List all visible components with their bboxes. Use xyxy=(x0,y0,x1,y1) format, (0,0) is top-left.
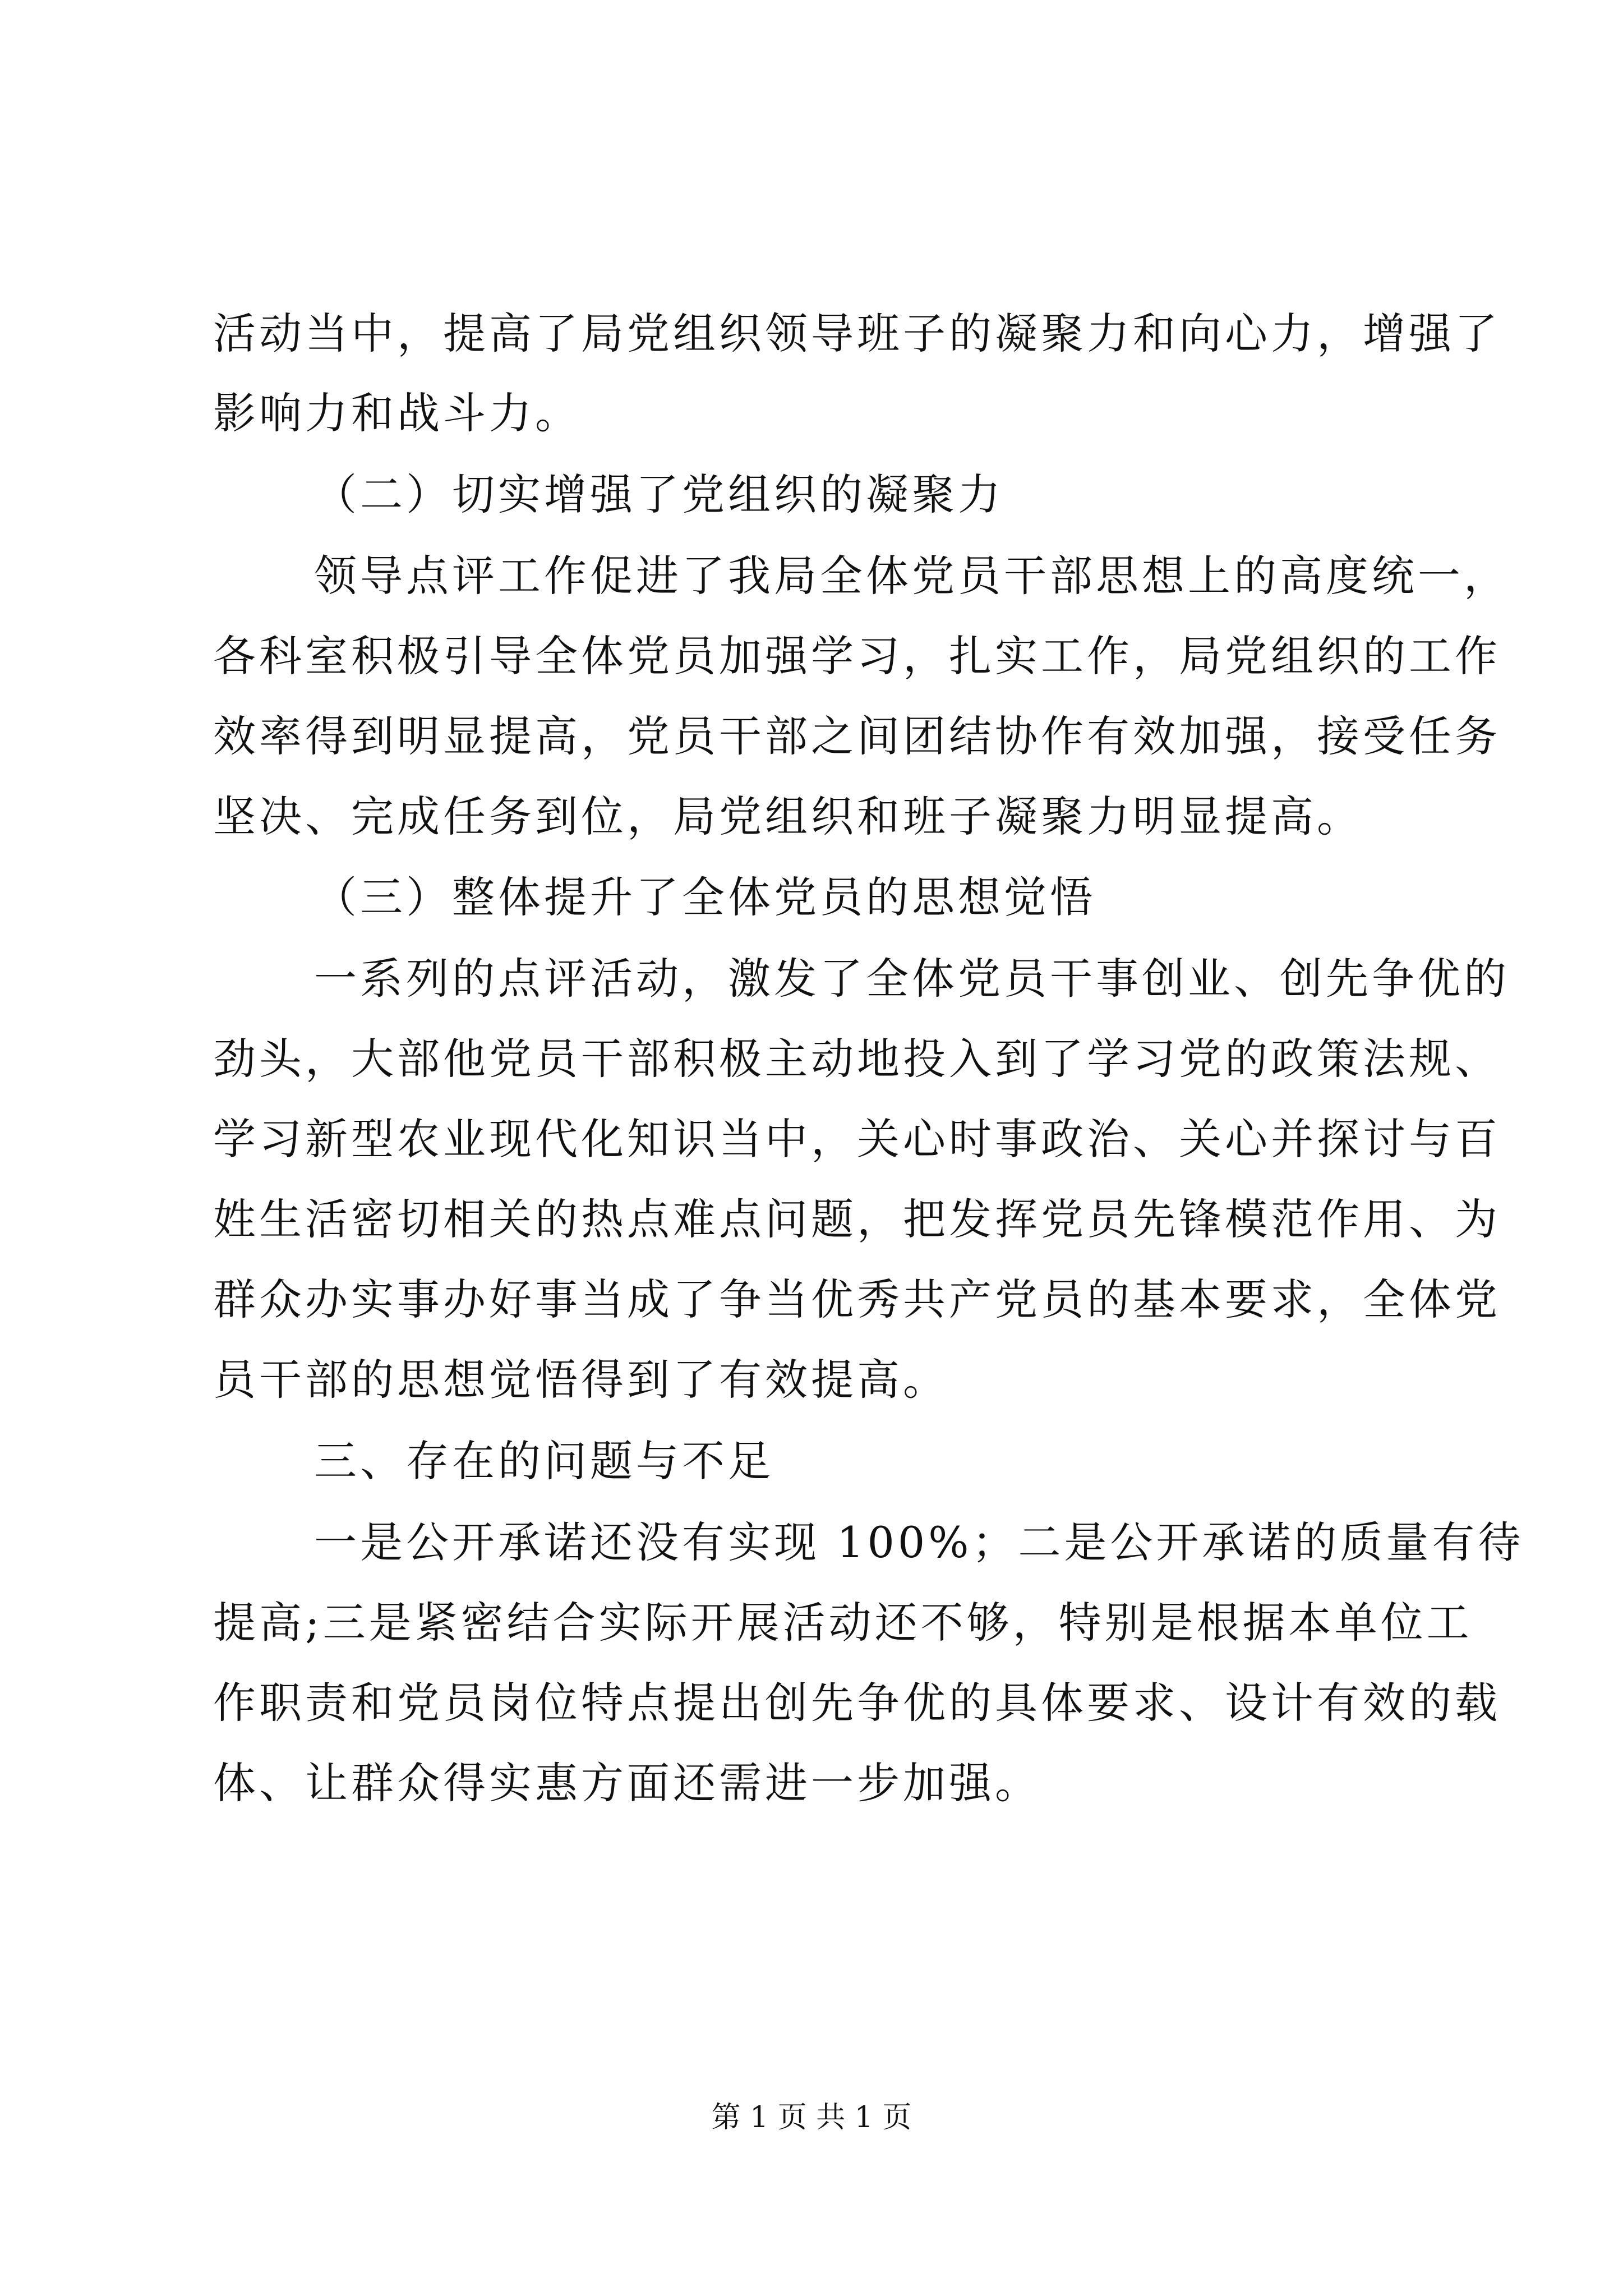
paragraph-line: 一是公开承诺还没有实现 100%；二是公开承诺的质量有待 xyxy=(314,1517,1524,1567)
section-heading: 三、存在的问题与不足 xyxy=(314,1436,774,1486)
paragraph-line: 学习新型农业现代化知识当中，关心时事政治、关心并探讨与百 xyxy=(213,1114,1501,1164)
paragraph-line: 作职责和党员岗位特点提出创先争优的具体要求、设计有效的载 xyxy=(213,1678,1501,1728)
paragraph-line: 影响力和战斗力。 xyxy=(213,388,581,438)
paragraph-line: 领导点评工作促进了我局全体党员干部思想上的高度统一， xyxy=(314,551,1510,601)
paragraph-line: 劲头，大部他党员干部积极主动地投入到了学习党的政策法规、 xyxy=(213,1034,1501,1084)
paragraph-line: 体、让群众得实惠方面还需进一步加强。 xyxy=(213,1758,1041,1808)
page-footer: 第 1 页 共 1 页 xyxy=(711,2101,912,2134)
paragraph-line: 姓生活密切相关的热点难点问题，把发挥党员先锋模范作用、为 xyxy=(213,1194,1501,1244)
paragraph-line: 提高;三是紧密结合实际开展活动还不够，特别是根据本单位工 xyxy=(213,1598,1473,1648)
paragraph-line: 群众办实事办好事当成了争当优秀共产党员的基本要求，全体党 xyxy=(213,1274,1501,1324)
section-heading: （三）整体提升了全体党员的思想觉悟 xyxy=(314,872,1096,922)
section-heading: （二）切实增强了党组织的凝聚力 xyxy=(314,470,1004,519)
paragraph-line: 一系列的点评活动，激发了全体党员干事创业、创先争优的 xyxy=(314,954,1510,1004)
paragraph-line: 坚决、完成任务到位，局党组织和班子凝聚力明显提高。 xyxy=(213,792,1363,841)
paragraph-line: 活动当中，提高了局党组织领导班子的凝聚力和向心力，增强了 xyxy=(213,309,1501,358)
paragraph-line: 各科室积极引导全体党员加强学习，扎实工作，局党组织的工作 xyxy=(213,631,1501,681)
paragraph-line: 员干部的思想觉悟得到了有效提高。 xyxy=(213,1355,949,1405)
paragraph-line: 效率得到明显提高，党员干部之间团结协作有效加强，接受任务 xyxy=(213,711,1501,761)
